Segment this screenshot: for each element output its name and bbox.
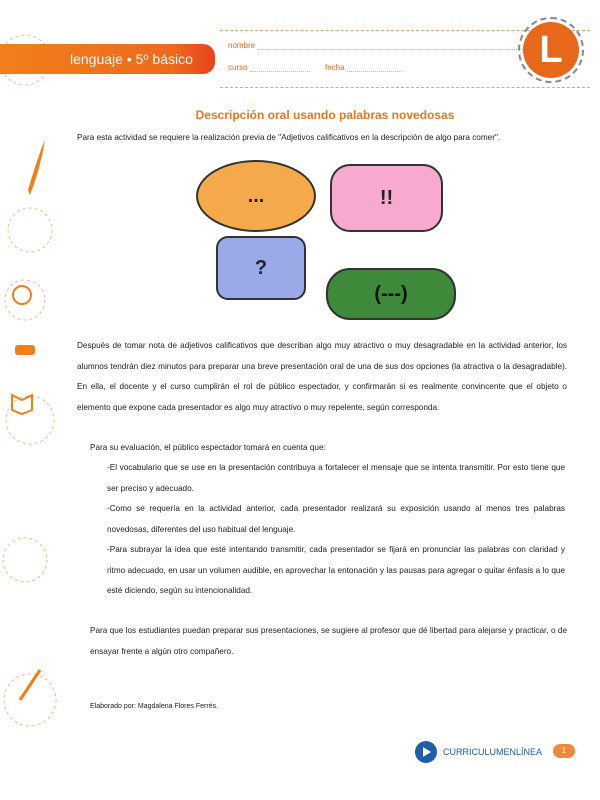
date-field[interactable] xyxy=(325,63,402,72)
name-label: nombre xyxy=(228,41,256,50)
logo-text: CURRICULUMENLÍNEA xyxy=(443,747,543,757)
intro-text: Para esta actividad se requiere la realización previa de "Adjetivos calificativos en la descripción de algo para comer". xyxy=(77,133,501,142)
date-label: fecha xyxy=(325,63,345,72)
name-field[interactable] xyxy=(228,41,527,50)
grade: 5º básico xyxy=(135,51,193,67)
paragraph-3: Para que los estudiantes puedan preparar sus presentaciones, se sugiere al profesor que dé libertad para alejarse y practicar, o de ensayar frente a algún otro compañero. xyxy=(90,626,567,656)
page-number: 1 xyxy=(553,744,575,758)
criteria-item: -Para subrayar la idea que esté intentando transmitir, cada presentador se fijará en pronunciar las palabras con claridad y ritmo adecuado, en usar un volumen audible, en aprovechar la entonación y las pausas para agregar o quitar énfasis a lo que esté diciendo, según su intencionalidad. xyxy=(107,545,565,595)
play-arrow-icon xyxy=(415,741,437,763)
course-label: curso xyxy=(228,63,248,72)
subject: lenguaje xyxy=(70,51,123,67)
curriculum-logo xyxy=(415,741,542,763)
bullet: • xyxy=(126,51,132,67)
speech-bubble-pink: !! xyxy=(330,164,443,232)
author-credit: Elaborado por: Magdalena Flores Ferrés. xyxy=(90,703,219,710)
subject-banner xyxy=(0,44,215,74)
page-title: Descripción oral usando palabras novedosas xyxy=(195,108,455,122)
criteria-item: -Como se requería en la actividad anterior, cada presentador realizará su exposición usando al menos tres palabras novedosas, diferentes del uso habitual del lenguaje. xyxy=(107,504,565,534)
speech-bubble-orange: ... xyxy=(196,160,316,232)
paragraph-2: Para su evaluación, el público espectador tomará en cuenta que: xyxy=(90,443,326,452)
speech-bubble-blue: ? xyxy=(216,236,306,300)
criteria-item: -El vocabulario que se use en la presentación contribuya a fortalecer el mensaje que se intenta transmitir. Por esto tiene que ser preciso y adecuado. xyxy=(107,463,565,493)
speech-bubble-green: (---) xyxy=(326,268,456,320)
subject-badge: L xyxy=(523,22,579,78)
course-field[interactable] xyxy=(228,63,310,72)
paragraph-1: Después de tomar nota de adjetivos calificativos que describan algo muy atractivo o muy desagradable en la actividad anterior, los alumnos tendrán diez minutos para preparar una breve presentación oral de una de sus dos opciones (la atractiva o la desagradable). En ella, el docente y el curso cumplirán el rol de público espectador, y confirmarán si es realmente convincente que el objeto o elemento que expone cada presentador es algo muy atractivo o muy repelente, según corresponda. xyxy=(77,341,567,412)
